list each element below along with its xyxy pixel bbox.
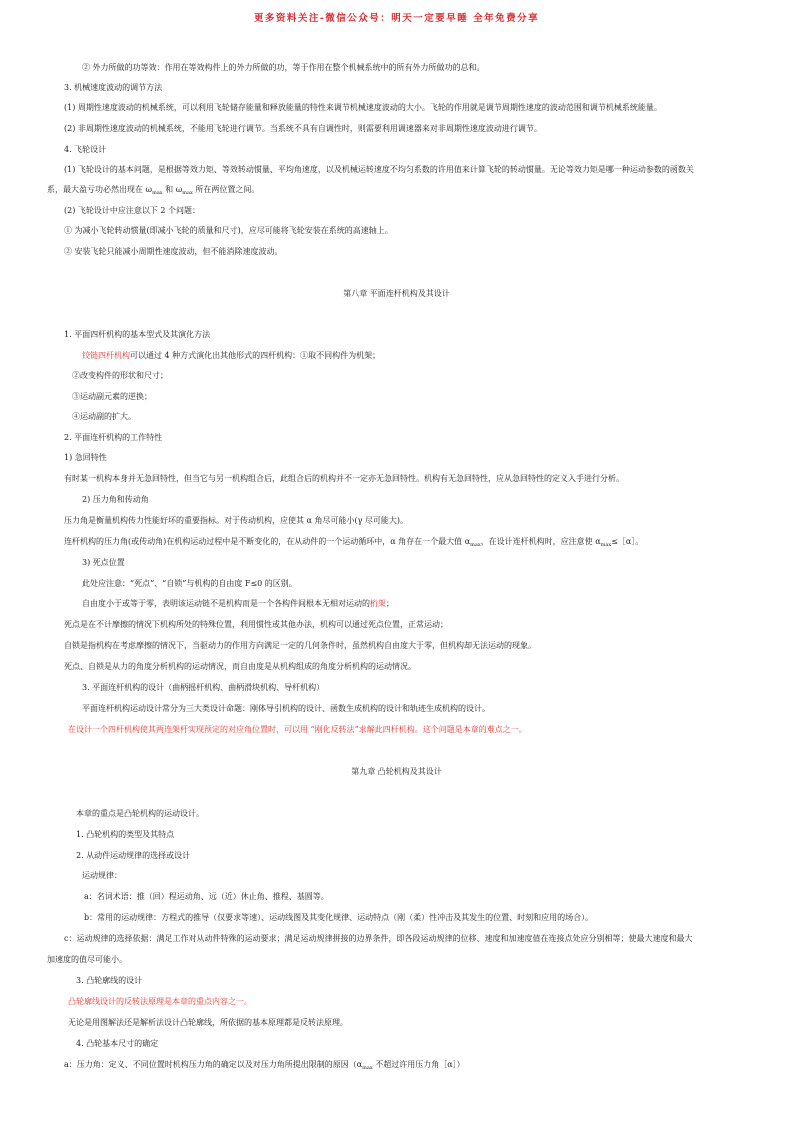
text-chapter-focus: 本章的重点是凸轮机构的运动设计。 — [76, 809, 204, 818]
heading-linkage-design: 3. 平面连杆机构的设计（曲柄摇杆机构、曲柄滑块机构、导杆机构） — [82, 683, 325, 692]
text-dead-point-vs-dof: 死点、自锁是从力的角度分析机构的运动情况，而自由度是从机构组成的角度分析机构的运动情况。 — [64, 662, 416, 671]
chapter-8-title: 第八章 平面连杆机构及其设计 — [343, 289, 450, 298]
text-equivalent-work: ② 外力所做的功等效：作用在等效构件上的外力所做的功，等于作用在整个机械系统中的所有外力所做功的总和。 — [82, 63, 485, 72]
list-item-change-shape: ②改变构件的形状和尺寸； — [72, 371, 168, 380]
text-pressure-angle-max: 连杆机构的压力角(或传动角)在机构运动过程中是不断变化的，在从动件的一个运动循环中，α 角存在一个最大值 $\alpha_{max}$，在设计连杆机构时，应注意使 $\alpha_{max}\le[\alpha]$。 — [64, 537, 644, 548]
text-flywheel-basic-a: (1) 飞轮设计的基本问题，是根据等效力矩、等效转动惯量、平均角速度，以及机械运转速度不均匀系数的许用值来计算飞轮的转动惯量。无论等效力矩是哪一种运动参数的函数关 — [64, 165, 694, 174]
text-design-categories: 平面连杆机构运动设计常分为三大类设计命题：刚体导引机构的设计、函数生成机构的设计和轨迹生成机构的设计。 — [82, 704, 490, 713]
heading-cam-types: 1. 凸轮机构的类型及其特点 — [76, 830, 175, 839]
text-quick-return: 有时某一机构本身并无急回特性，但当它与另一机构组合后，此组合后的机构并不一定亦无急回特性。机构有无急回特性，应从急回特性的定义入手进行分析。 — [64, 474, 624, 483]
text-dead-point-note: 此处应注意：“死点”、“自锁”与机构的自由度 F≤0 的区别。 — [82, 579, 297, 588]
heading-four-bar-types: 1. 平面四杆机构的基本型式及其演化方法 — [64, 330, 211, 339]
chapter-9-title: 第九章 凸轮机构及其设计 — [351, 767, 442, 776]
text-flywheel-basic-b: 系，最大盈亏功必然出现在 $\omega_{max}$ 和 $\omega_{max}$ 所在两位置之间。 — [47, 185, 260, 196]
list-item-pair-enlarge: ④运动副的扩大。 — [72, 412, 136, 421]
heading-flywheel-design: 4. 飞轮设计 — [64, 145, 107, 154]
text-inversion-principle: 无论是用图解法还是解析法设计凸轮廓线，所依据的基本原理都是反转法原理。 — [68, 1018, 348, 1027]
text-motion-law: 运动规律： — [82, 871, 122, 880]
text-flywheel-notes: (2) 飞轮设计中应注意以下 2 个问题： — [64, 206, 201, 215]
subheading-dead-point: 3) 死点位置 — [82, 558, 125, 567]
subheading-quick-return: 1) 急回特性 — [64, 453, 107, 462]
heading-cam-profile: 3. 凸轮廓线的设计 — [76, 976, 143, 985]
heading-follower-motion: 2. 从动件运动规律的选择或设计 — [76, 851, 191, 860]
text-rigidization-inversion: 在设计一个四杆机构使其两连架杆实现预定的对应角位置时，可以用 “刚化反转法”求解此四杆机构。这个问题是本章的难点之一。 — [68, 725, 527, 734]
heading-working-characteristics: 2. 平面连杆机构的工作特性 — [64, 433, 163, 442]
text-terms: a：名词术语：推（回）程运动角、远（近）休止角、推程、基圆等。 — [84, 892, 329, 901]
list-item-pair-inversion: ③运动副元素的逆换； — [72, 392, 152, 401]
text-flywheel-note-2: ② 安装飞轮只能减小周期性速度波动，但不能消除速度波动。 — [64, 247, 283, 256]
heading-cam-dimensions: 4. 凸轮基本尺寸的确定 — [76, 1039, 159, 1048]
heading-speed-regulation: 3. 机械速度波动的调节方法 — [64, 83, 163, 92]
text-selection-basis-b: 加速度的值尽可能小。 — [47, 955, 127, 964]
text-dead-point-def: 死点是在不计摩擦的情况下机构所处的特殊位置，利用惯性或其他办法，机构可以通过死点位置，正常运动； — [64, 620, 448, 629]
text-truss: 自由度小于或等于零，表明该运动链不是机构而是一个各构件间根本无相对运动的桁架； — [82, 599, 394, 608]
text-pressure-angle-cam: a：压力角：定义、不同位置时机构压力角的确定以及对压力角所提出限制的原因（$\alpha_{max}$ 不超过许用压力角［α］） — [64, 1060, 465, 1071]
text-nonperiodic-fluctuation: (2) 非周期性速度波动的机械系统，不能用飞轮进行调节。当系统不具有自调性时，则需要利用调速器来对非周期性速度波动进行调节。 — [64, 124, 542, 133]
text-periodic-fluctuation: (1) 周期性速度波动的机械系统，可以利用飞轮储存能量和释放能量的特性来调节机械速度波动的大小。飞轮的作用就是调节周期性速度的波动范围和调节机械系统能量。 — [64, 103, 662, 112]
text-pressure-angle: 压力角是衡量机构传力性能好坏的重要指标。对于传动机构，应使其 α 角尽可能小(γ 尽可能大)。 — [64, 516, 409, 525]
text-four-bar-inversion: 铰链四杆机构可以通过 4 种方式演化出其他形式的四杆机构：①取不同构件为机架； — [82, 351, 381, 360]
text-selection-basis-a: c：运动规律的选择依据：满足工作对从动件特殊的运动要求；满足运动规律拼接的边界条件，即各段运动规律的位移、速度和加速度值在连接点处应分别相等；使最大速度和最大 — [64, 934, 693, 943]
text-self-lock-def: 自锁是指机构在考虑摩擦的情况下，当驱动力的作用方向满足一定的几何条件时，虽然机构自由度大于零，但机构却无法运动的现象。 — [64, 641, 536, 650]
text-common-motion-laws: b：常用的运动规律：方程式的推导（仅要求等速）、运动线图及其变化规律、运动特点（刚（柔）性冲击及其发生的位置、时刻和应用的场合）。 — [84, 913, 594, 922]
text-flywheel-note-1: ① 为减小飞轮转动惯量(即减小飞轮的质量和尺寸)，应尽可能将飞轮安装在系统的高速轴上。 — [64, 226, 393, 235]
header-banner: 更多资料关注-微信公众号：明天一定要早睡 全年免费分享 — [253, 13, 540, 24]
subheading-pressure-angle: 2) 压力角和传动角 — [82, 495, 149, 504]
text-inversion-key-point: 凸轮廓线设计的反转法原理是本章的重点内容之一。 — [68, 997, 252, 1006]
